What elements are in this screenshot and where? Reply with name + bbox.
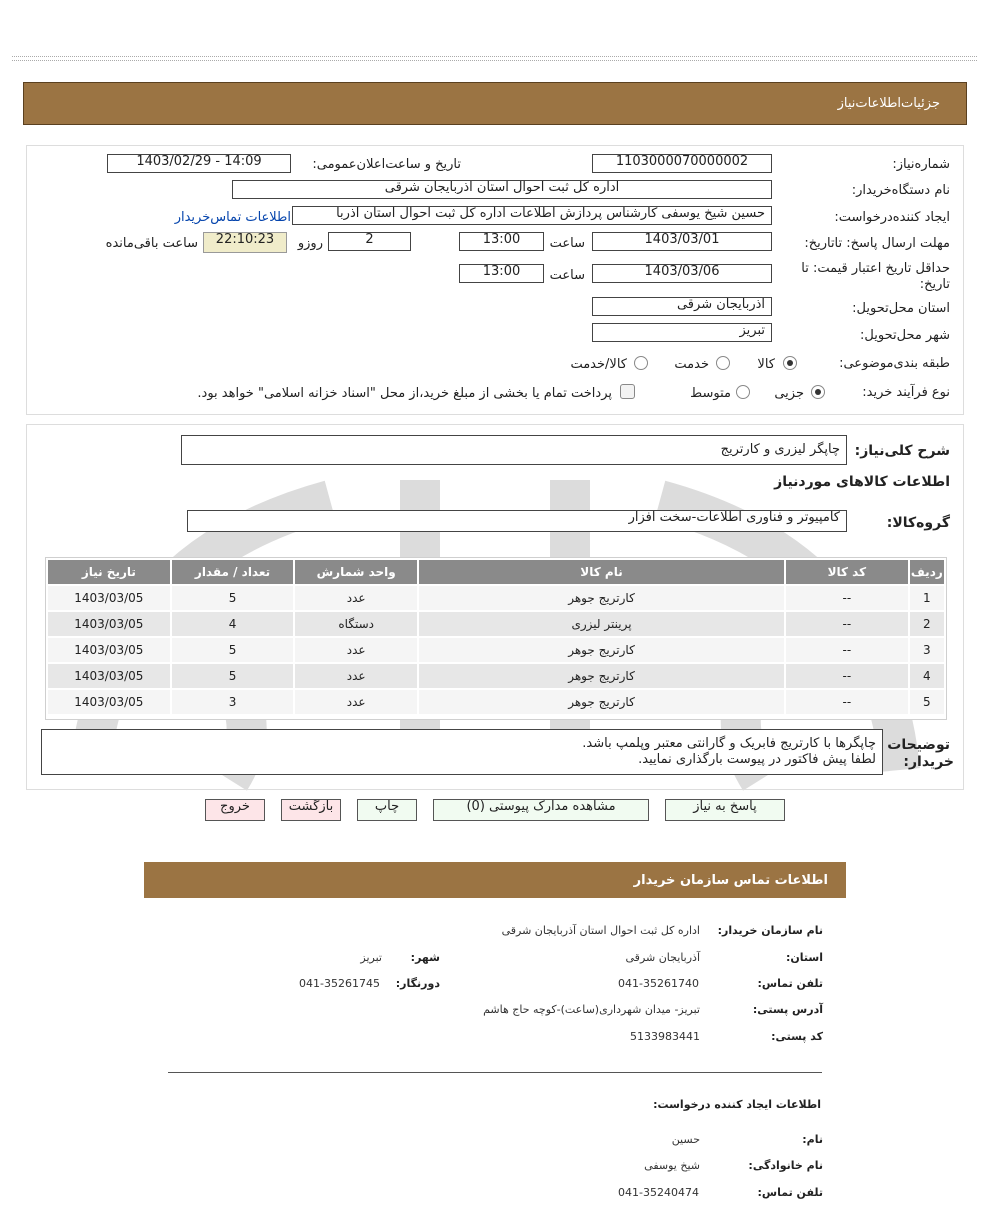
col-name-header: نام کالا: [419, 560, 784, 584]
cell-name: پرینتر لیزری: [419, 612, 784, 636]
contact-city-value: تبریز: [360, 951, 382, 964]
table-row: [48, 690, 944, 714]
notes-line-1: چاپگرها با کارتریج فابریک و گارانتی معتبر وپلمپ باشد.: [582, 736, 876, 751]
category-label: طبقه بندی‌موضوعی:: [839, 356, 950, 371]
province-field[interactable]: آذربایجان شرقی: [592, 297, 772, 316]
contact-address-label: آدرس پستی:: [752, 1003, 823, 1016]
exit-button[interactable]: خروج: [205, 799, 265, 821]
back-button[interactable]: بازگشت: [281, 799, 341, 821]
city-label: شهر محل‌تحویل:: [860, 328, 950, 343]
validity-time-field[interactable]: 13:00: [459, 264, 544, 283]
cell-name: کارتریج جوهر: [419, 664, 784, 688]
col-qty-header: تعداد / مقدار: [172, 560, 294, 584]
description-label: شرح کلی‌نیاز:: [854, 443, 950, 459]
category-both-radio[interactable]: [634, 356, 648, 370]
deadline-time-label: ساعت: [549, 236, 585, 251]
cell-qty: 5: [172, 664, 294, 688]
creator-label: ایجاد کننده‌درخواست:: [834, 210, 950, 225]
process-medium-radio[interactable]: [736, 385, 750, 399]
contact-postal-value: 5133983441: [630, 1030, 700, 1043]
cell-row: 4: [910, 664, 944, 688]
deadline-label: مهلت ارسال پاسخ: تاتاریخ:: [804, 236, 950, 251]
notes-line-2: لطفا پیش فاکتور در پیوست بارگذاری نمایید.: [638, 752, 876, 767]
creator-name-label: نام:: [802, 1133, 823, 1146]
cell-qty: 4: [172, 612, 294, 636]
need-number-field[interactable]: 1103000070000002: [592, 154, 772, 173]
table-row: [48, 664, 944, 688]
contact-city-label: شهر:: [410, 951, 440, 964]
contact-province-label: استان:: [786, 951, 823, 964]
cell-date: 1403/03/05: [48, 690, 170, 714]
contact-fax-label: دورنگار:: [395, 977, 440, 990]
print-button[interactable]: چاپ: [357, 799, 417, 821]
treasury-checkbox[interactable]: [620, 384, 635, 399]
col-date-header: تاریخ نیاز: [48, 560, 170, 584]
city-field[interactable]: تبریز: [592, 323, 772, 342]
group-field[interactable]: کامپیوتر و فناوری اطلاعات-سخت افزار: [187, 510, 847, 532]
col-unit-header: واحد شمارش: [295, 560, 417, 584]
cell-name: کارتریج جوهر: [419, 638, 784, 662]
buyer-org-label: نام دستگاه‌خریدار:: [851, 183, 950, 198]
table-header-row: [48, 560, 944, 584]
table-row: [48, 612, 944, 636]
creator-family-value: شیخ یوسفی: [644, 1159, 700, 1172]
cell-code: --: [786, 664, 908, 688]
contact-org-value: اداره کل ثبت احوال استان آذربایجان شرقی: [501, 924, 700, 937]
days-label: روزو: [297, 236, 323, 251]
contact-phone-value: 041-35261740: [618, 977, 699, 990]
contact-title: اطلاعات تماس سازمان خریدار: [633, 873, 828, 888]
remaining-timer: 22:10:23: [203, 232, 287, 253]
creator-info-title: اطلاعات ایجاد کننده درخواست:: [653, 1098, 821, 1111]
description-field[interactable]: چاپگر لیزری و کارتریج: [181, 435, 847, 465]
buyer-contact-link[interactable]: اطلاعات تماس‌خریدار: [174, 210, 291, 225]
cell-name: کارتریج جوهر: [419, 586, 784, 610]
cell-row: 1: [910, 586, 944, 610]
cell-code: --: [786, 612, 908, 636]
category-goods-radio[interactable]: [783, 356, 797, 370]
cell-unit: عدد: [295, 586, 417, 610]
days-field[interactable]: 2: [328, 232, 411, 251]
treasury-note: پرداخت تمام یا بخشی از مبلغ خرید،از محل "اسناد خزانه اسلامی" خواهد بود.: [197, 386, 612, 401]
table-row: [48, 638, 944, 662]
creator-field[interactable]: حسین شیخ یوسفی کارشناس پردازش اطلاعات اداره کل ثبت احوال استان آذربا: [292, 206, 772, 225]
page-title: جزئیات‌اطلاعات‌نیاز: [837, 96, 940, 111]
cell-unit: عدد: [295, 638, 417, 662]
cell-qty: 3: [172, 690, 294, 714]
cell-row: 3: [910, 638, 944, 662]
process-label: نوع فرآیند خرید:: [862, 385, 950, 400]
contact-postal-label: کد پستی:: [771, 1030, 823, 1043]
notes-label: توضیحات: [887, 737, 950, 753]
validity-label-2: تاریخ:: [919, 277, 950, 292]
cell-date: 1403/03/05: [48, 638, 170, 662]
cell-qty: 5: [172, 586, 294, 610]
creator-phone-label: تلفن تماس:: [757, 1186, 823, 1199]
cell-date: 1403/03/05: [48, 586, 170, 610]
contact-address-value: تبریز- میدان شهرداری(ساعت)-کوچه حاج هاشم: [483, 1003, 700, 1016]
notes-label-2: خریدار:: [903, 754, 954, 770]
category-goods-label: کالا: [757, 357, 775, 372]
notes-box[interactable]: [41, 729, 883, 775]
cell-code: --: [786, 586, 908, 610]
group-label: گروه‌کالا:: [886, 515, 950, 531]
deadline-date-field[interactable]: 1403/03/01: [592, 232, 772, 251]
process-minor-label: جزیی: [774, 386, 804, 401]
category-both-label: کالا/خدمت: [570, 357, 627, 372]
buyer-org-field[interactable]: اداره کل ثبت احوال استان آذربایجان شرقی: [232, 180, 772, 199]
province-label: استان محل‌تحویل:: [852, 301, 950, 316]
announce-label: تاریخ و ساعت‌اعلان‌عمومی:: [312, 157, 461, 172]
items-table-container: [45, 557, 947, 720]
contact-org-label: نام سازمان خریدار:: [717, 924, 823, 937]
creator-family-label: نام خانوادگی:: [748, 1159, 823, 1172]
top-divider: [12, 56, 977, 61]
contact-divider: [168, 1072, 822, 1073]
reply-button[interactable]: پاسخ به نیاز: [665, 799, 785, 821]
items-table: [46, 558, 946, 716]
page-header: [23, 82, 967, 125]
validity-label: حداقل تاریخ اعتبار قیمت: تا: [801, 261, 950, 276]
cell-code: --: [786, 690, 908, 714]
deadline-time-field[interactable]: 13:00: [459, 232, 544, 251]
cell-unit: عدد: [295, 664, 417, 688]
items-title: اطلاعات کالاهای موردنیاز: [774, 474, 950, 490]
announce-field[interactable]: 1403/02/29 - 14:09: [107, 154, 291, 173]
contact-fax-value: 041-35261745: [299, 977, 380, 990]
cell-unit: عدد: [295, 690, 417, 714]
remaining-label: ساعت باقی‌مانده: [105, 236, 198, 251]
cell-date: 1403/03/05: [48, 612, 170, 636]
cell-code: --: [786, 638, 908, 662]
contact-phone-label: تلفن تماس:: [757, 977, 823, 990]
validity-date-field[interactable]: 1403/03/06: [592, 264, 772, 283]
need-number-label: شماره‌نیاز:: [892, 157, 950, 172]
cell-row: 2: [910, 612, 944, 636]
contact-header: [144, 862, 846, 898]
attachments-button[interactable]: مشاهده مدارک پیوستی (0): [433, 799, 649, 821]
cell-unit: دستگاه: [295, 612, 417, 636]
validity-time-label: ساعت: [549, 268, 585, 283]
process-medium-label: متوسط: [690, 386, 731, 401]
cell-qty: 5: [172, 638, 294, 662]
table-row: [48, 586, 944, 610]
category-service-label: خدمت: [674, 357, 709, 372]
category-service-radio[interactable]: [716, 356, 730, 370]
contact-province-value: آذربایجان شرقی: [625, 951, 700, 964]
cell-date: 1403/03/05: [48, 664, 170, 688]
process-minor-radio[interactable]: [811, 385, 825, 399]
cell-name: کارتریج جوهر: [419, 690, 784, 714]
cell-row: 5: [910, 690, 944, 714]
creator-name-value: حسین: [671, 1133, 700, 1146]
col-row-header: ردیف: [910, 560, 944, 584]
col-code-header: کد کالا: [786, 560, 908, 584]
creator-phone-value: 041-35240474: [618, 1186, 699, 1199]
